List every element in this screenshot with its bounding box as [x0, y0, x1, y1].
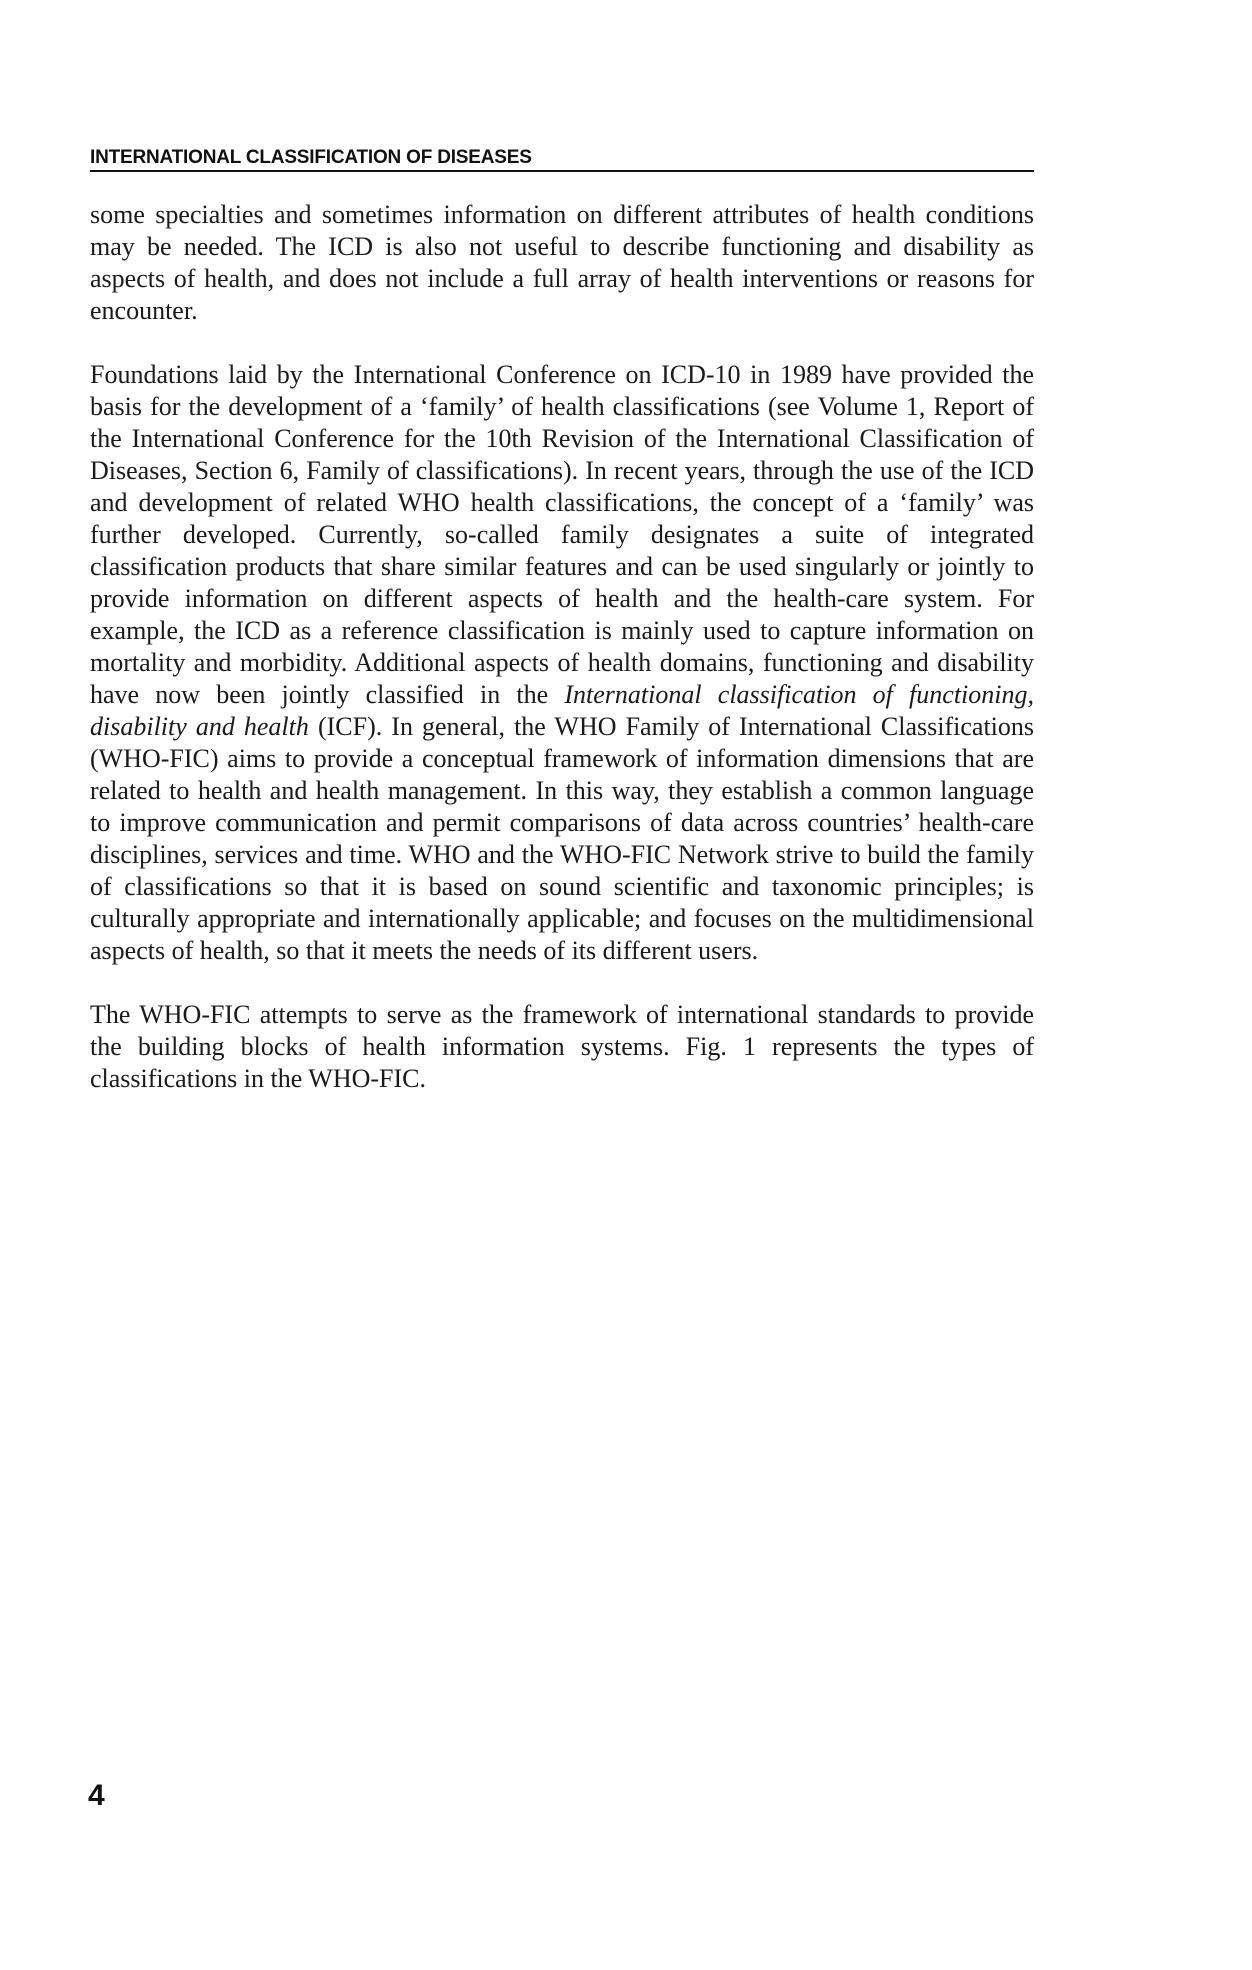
icf-title-italic: International classification of functioning, disability and health [90, 680, 1034, 741]
paragraph-2-part-1: Foundations laid by the International Conference on ICD-10 in 1989 have provided the basis for the development of a ‘family’ of health classifications (see Volume 1, Report of the International Conference for the 10th Revision of the International Classification of Diseases, Section 6, Family of classifications). In recent years, through the use of the ICD and development of related WHO health classifications, the concept of a ‘family’ was further developed. Currently, so-called family designates a suite of integrated classification products that share similar features and can be used singularly or jointly to provide information on different aspects of health and the health-care system. For example, the ICD as a reference classification is mainly used to capture information on mortality and morbidity. Additional aspects of health domains, functioning and disability have now been jointly classified in the [90, 360, 1034, 709]
paragraph-1: some specialties and sometimes information on different attributes of health conditions may be needed. The ICD is also not useful to describe functioning and disability as aspects of health, and does not include a full array of health interventions or reasons for encounter. [90, 200, 1034, 325]
running-header: INTERNATIONAL CLASSIFICATION OF DISEASES [90, 147, 532, 168]
paragraph-2-part-2: (ICF). In general, the WHO Family of International Classifications (WHO-FIC) aims to provide a conceptual framework of information dimensions that are related to health and health management. In this way, they establish a common language to improve communication and permit comparisons of data across countries’ health-care disciplines, services and time. WHO and the WHO-FIC Network strive to build the family of classifications so that it is based on sound scientific and taxonomic principles; is culturally appropriate and internationally applicable; and focuses on the multidimensional aspects of health, so that it meets the needs of its different users. [90, 712, 1035, 965]
page-number: 4 [88, 1779, 105, 1812]
paragraph-3: The WHO-FIC attempts to serve as the framework of international standards to provide the building blocks of health information systems. Fig. 1 represents the types of classifications in the WHO-FIC. [90, 1000, 1034, 1093]
header-rule [90, 170, 1034, 172]
paragraph-2 [90, 359, 1034, 967]
body-text [90, 199, 1034, 1095]
